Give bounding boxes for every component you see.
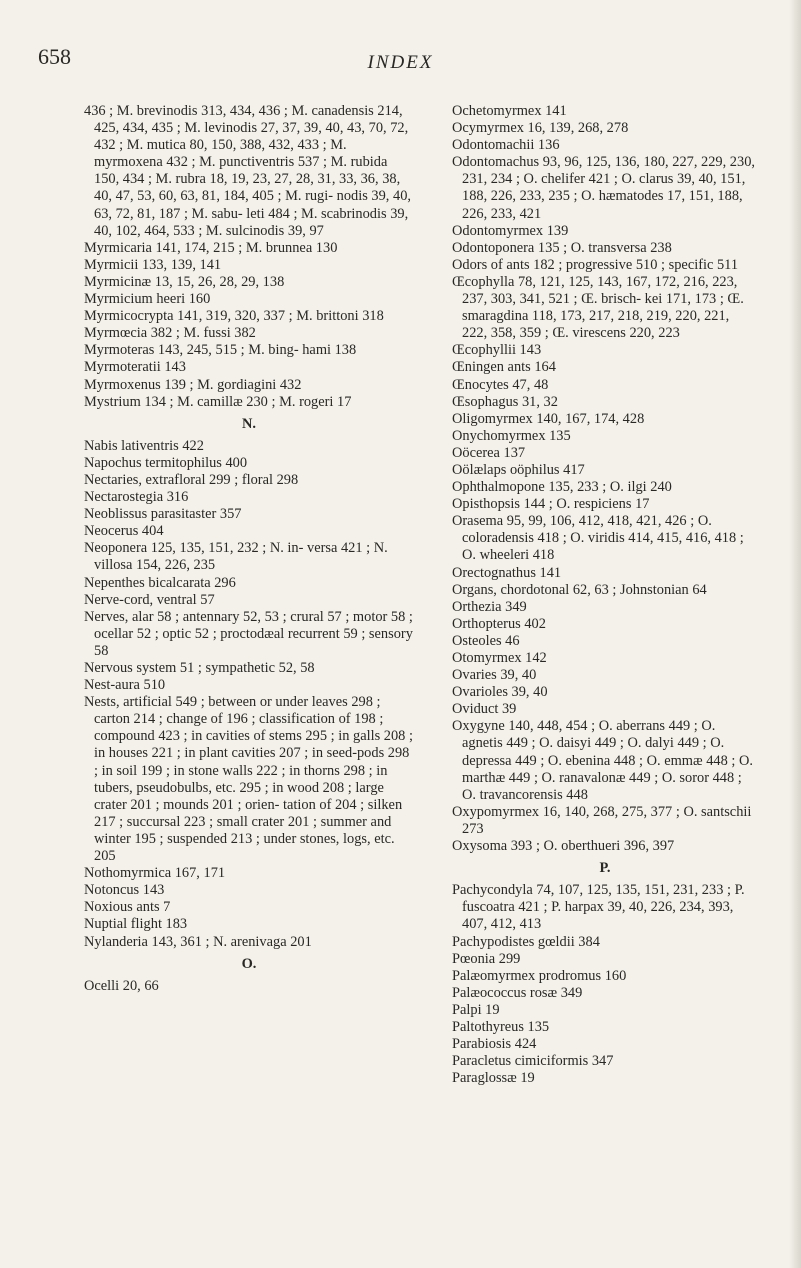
index-entry: Mystrium 134 ; M. camillæ 230 ; M. rogeri 17 bbox=[84, 393, 352, 410]
index-entry: Oxygyne 140, 448, 454 ; O. aberrans 449 ; O. agnetis 449 ; O. daisyi 449 ; O. dalyi 449 ; O. depressa 449 ; O. ebenina 448 ; O. emmæ 448 ; O. marthæ 449 ; O. ranavalonæ 449 ; O. soror 448 ; O. travancorensis 448 bbox=[452, 718, 753, 803]
index-entry: Napochus termitophilus 400 bbox=[84, 454, 248, 471]
index-entry: Odontomyrmex 139 bbox=[452, 222, 569, 239]
index-column-right bbox=[452, 103, 758, 1087]
index-entry: Nectaries, extrafloral 299 ; floral 298 bbox=[84, 471, 299, 488]
index-entry: Myrmicaria 141, 174, 215 ; M. brunnea 130 bbox=[84, 239, 338, 256]
index-entry: Myrmicocrypta 141, 319, 320, 337 ; M. brittoni 318 bbox=[84, 308, 384, 325]
index-entry: Noxious ants 7 bbox=[84, 899, 171, 916]
page-edge-shadow bbox=[789, 0, 801, 1268]
page-number: 658 bbox=[38, 44, 71, 69]
index-entry: Ophthalmopone 135, 233 ; O. ilgi 240 bbox=[452, 479, 672, 496]
index-entry: Œcophylla 78, 121, 125, 143, 167, 172, 216, 223, 237, 303, 341, 521 ; Œ. brisch- kei 171, 173 ; Œ. smaragdina 118, 173, 217, 218, 219, 220, 221, 222, 358, 359 ; Œ. virescens 220, 223 bbox=[452, 273, 744, 342]
index-entry: Oviduct 39 bbox=[452, 701, 517, 718]
index-entry: Myrmoxenus 139 ; M. gordiagini 432 bbox=[84, 376, 302, 393]
index-entry: Opisthopsis 144 ; O. respiciens 17 bbox=[452, 496, 650, 513]
index-entry: Orectognathus 141 bbox=[452, 564, 562, 581]
index-entry: Nerve-cord, ventral 57 bbox=[84, 591, 215, 608]
index-entry: Oligomyrmex 140, 167, 174, 428 bbox=[452, 410, 645, 427]
index-entry: Ochetomyrmex 141 bbox=[452, 103, 567, 119]
index-entry: Neocerus 404 bbox=[84, 523, 164, 540]
index-entry: Otomyrmex 142 bbox=[452, 650, 547, 666]
index-entry: Nabis lativentris 422 bbox=[84, 437, 204, 454]
index-entry: Oxypomyrmex 16, 140, 268, 275, 377 ; O. santschii 273 bbox=[452, 803, 752, 837]
index-entry: Myrmoteratii 143 bbox=[84, 359, 186, 376]
index-entry: Organs, chordotonal 62, 63 ; Johnstonian 64 bbox=[452, 581, 707, 598]
index-entry: Neoponera 125, 135, 151, 232 ; N. in- versa 421 ; N. villosa 154, 226, 235 bbox=[84, 540, 388, 574]
index-entry: Nepenthes bicalcarata 296 bbox=[84, 574, 236, 591]
index-entry: 436 ; M. brevinodis 313, 434, 436 ; M. canadensis 214, 425, 434, 435 ; M. levinodis 27, 37, 39, 40, 43, 70, 72, 432 ; M. mutica 80, 150, 388, 432, 433 ; M. myrmoxena 432 ; M. punctiventris 537 ; M. rubida 150, 434 ; M. rubra 18, 19, 23, 27, 28, 31, 33, 36, 38, 40, 47, 53, 60, 63, 81, 184, 405 ; M. rugi- nodis 39, 40, 63, 72, 81, 187 ; M. sabu- leti 484 ; M. scabrinodis 39, 40, 102, 464, 533 ; M. sulcinodis 39, 97 bbox=[84, 103, 411, 239]
section-letter: O. bbox=[241, 955, 257, 972]
index-entry: Orthopterus 402 bbox=[452, 615, 546, 632]
index-entry: Paraglossæ 19 bbox=[452, 1070, 535, 1087]
section-letter: P. bbox=[599, 860, 611, 877]
running-head: INDEX bbox=[367, 52, 434, 73]
index-entry: Oxysoma 393 ; O. oberthueri 396, 397 bbox=[452, 838, 675, 855]
index-entry: Œnocytes 47, 48 bbox=[452, 376, 549, 393]
index-entry: Palpi 19 bbox=[452, 1001, 500, 1018]
index-entry: Ovaries 39, 40 bbox=[452, 667, 537, 684]
index-entry: Neoblissus parasitaster 357 bbox=[84, 506, 242, 523]
index-entry: Nests, artificial 549 ; between or under leaves 298 ; carton 214 ; change of 196 ; classification of 198 ; compound 423 ; in cavities of stems 295 ; in galls 208 ; in houses 221 ; in plant cavities 207 ; in seed-pods 298 ; in soil 199 ; in stone walls 222 ; in thorns 298 ; in tubers, pseudobulbs, etc. 295 ; in wood 208 ; large crater 201 ; mounds 201 ; orien- tation of 204 ; silken 217 ; succursal 223 ; small crater 201 ; summer and winter 195 ; suspended 213 ; under stones, logs, etc. 205 bbox=[84, 694, 413, 865]
index-entry: Nerves, alar 58 ; antennary 52, 53 ; crural 57 ; motor 58 ; ocellar 52 ; optic 52 ; proctodæal recurrent 59 ; sensory 58 bbox=[84, 608, 413, 659]
index-entry: Œsophagus 31, 32 bbox=[452, 393, 558, 410]
index-entry: Œningen ants 164 bbox=[452, 359, 556, 376]
index-entry: Paltothyreus 135 bbox=[452, 1018, 550, 1035]
index-entry: Nectarostegia 316 bbox=[84, 489, 189, 506]
index-entry: Orthezia 349 bbox=[452, 598, 527, 615]
index-entry: Myrmicinæ 13, 15, 26, 28, 29, 138 bbox=[84, 273, 285, 290]
index-entry: Odontoponera 135 ; O. transversa 238 bbox=[452, 239, 672, 256]
index-entry: Pachycondyla 74, 107, 125, 135, 151, 231, 233 ; P. fuscoatra 421 ; P. harpax 39, 40, 226, 234, 393, 407, 412, 413 bbox=[452, 882, 745, 933]
index-entry: Odors of ants 182 ; progressive 510 ; specific 511 bbox=[452, 256, 739, 273]
index-entry: Myrmicium heeri 160 bbox=[84, 291, 211, 308]
index-entry: Nuptial flight 183 bbox=[84, 916, 188, 933]
index-entry: Myrmœcia 382 ; M. fussi 382 bbox=[84, 325, 256, 342]
index-entry: Odontomachii 136 bbox=[452, 137, 560, 154]
index-entry: Ocymyrmex 16, 139, 268, 278 bbox=[452, 120, 629, 137]
index-entry: Notoncus 143 bbox=[84, 882, 165, 899]
index-entry: Palæococcus rosæ 349 bbox=[452, 984, 583, 1001]
index-entry: Paracletus cimiciformis 347 bbox=[452, 1053, 614, 1070]
index-entry: Palæomyrmex prodromus 160 bbox=[452, 967, 627, 984]
index-entry: Myrmicii 133, 139, 141 bbox=[84, 256, 222, 273]
index-entry: Orasema 95, 99, 106, 412, 418, 421, 426 ; O. coloradensis 418 ; O. viridis 414, 415, 416, 418 ; O. wheeleri 418 bbox=[452, 513, 744, 564]
index-entry: Nothomyrmica 167, 171 bbox=[84, 865, 226, 882]
index-entry: Oöcerea 137 bbox=[452, 444, 526, 461]
index-entry: Onychomyrmex 135 bbox=[452, 427, 571, 444]
index-entry: Pœonia 299 bbox=[452, 950, 521, 967]
index-entry: Odontomachus 93, 96, 125, 136, 180, 227, 229, 230, 231, 234 ; O. chelifer 421 ; O. clarus 39, 40, 151, 188, 226, 233, 235 ; O. hæmatodes 17, 151, 188, 226, 233, 421 bbox=[452, 154, 755, 222]
index-entry: Pachypodistes gœldii 384 bbox=[452, 933, 600, 950]
index-entry: Œcophyllii 143 bbox=[452, 342, 542, 359]
index-column-left bbox=[84, 103, 414, 995]
index-entry: Nylanderia 143, 361 ; N. arenivaga 201 bbox=[84, 933, 312, 950]
index-entry: Nervous system 51 ; sympathetic 52, 58 bbox=[84, 660, 315, 676]
section-letter: N. bbox=[242, 415, 256, 432]
index-entry: Myrmoteras 143, 245, 515 ; M. bing- hami 138 bbox=[84, 342, 357, 359]
index-entry: Ocelli 20, 66 bbox=[84, 977, 159, 994]
index-entry: Nest-aura 510 bbox=[84, 677, 166, 694]
index-entry: Oölælaps oöphilus 417 bbox=[452, 461, 585, 478]
index-entry: Parabiosis 424 bbox=[452, 1036, 537, 1053]
index-entry: Ovarioles 39, 40 bbox=[452, 684, 548, 701]
index-entry: Osteoles 46 bbox=[452, 632, 520, 649]
